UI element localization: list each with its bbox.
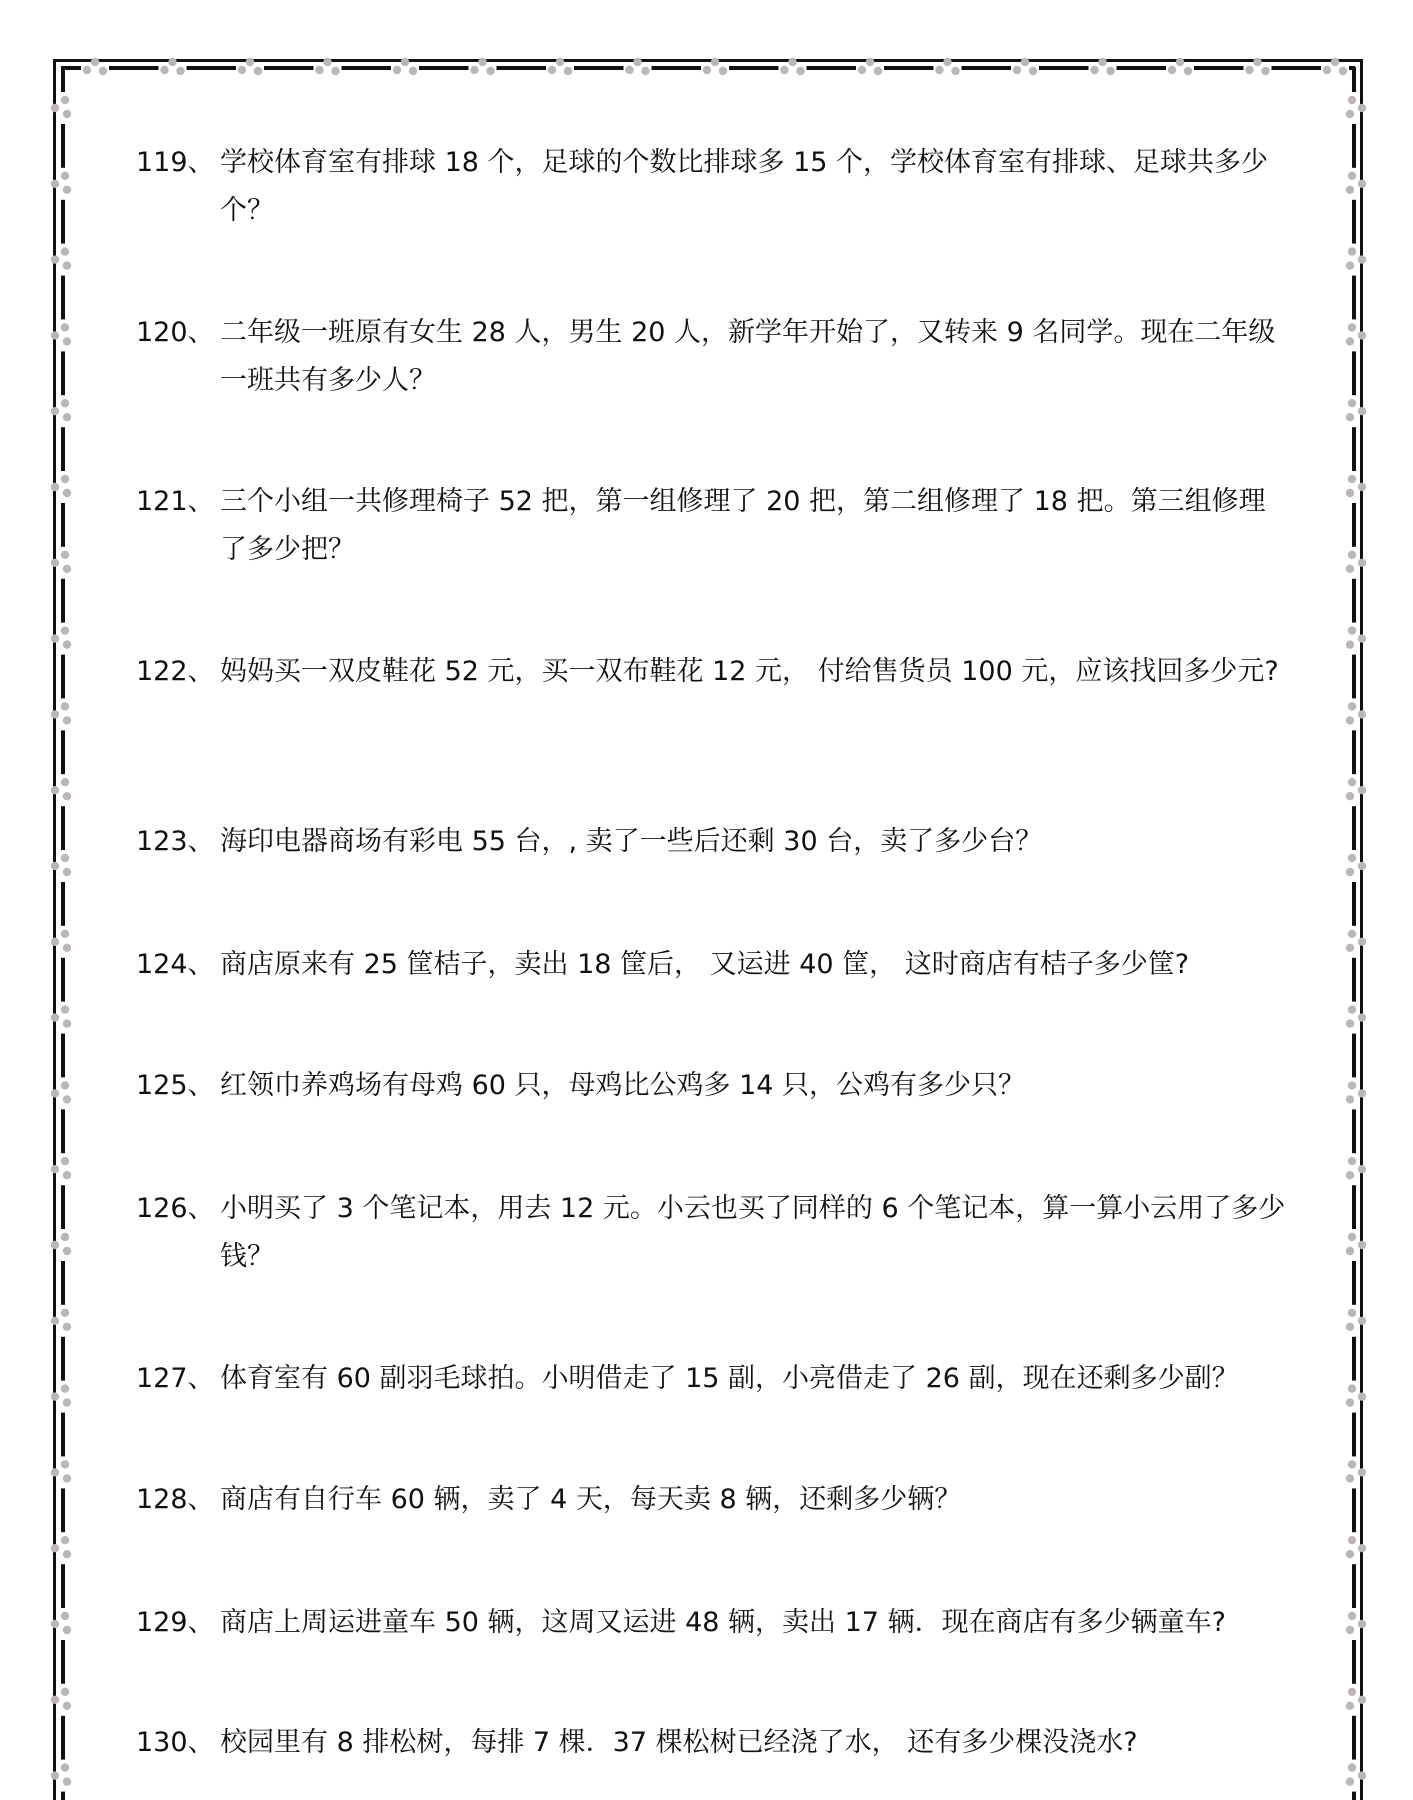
problem-number: 123、 (136, 826, 215, 857)
problem-item (136, 309, 1286, 405)
problem-text: 妈妈买一双皮鞋花 52 元，买一双布鞋花 12 元， 付给售货员 100 元，应该找回多少元? (220, 656, 1279, 687)
problem-item (136, 1062, 1286, 1110)
problem-item (136, 478, 1286, 574)
problem-item (136, 648, 1286, 696)
problem-number: 121、 (136, 486, 215, 517)
problem-item (136, 1599, 1286, 1647)
problem-item (136, 941, 1286, 989)
problem-item (136, 1719, 1286, 1767)
problem-text: 海印电器商场有彩电 55 台，, 卖了一些后还剩 30 台，卖了多少台？ (220, 826, 1043, 857)
problem-text: 小明买了 3 个笔记本，用去 12 元。小云也买了同样的 6 个笔记本，算一算小云用了多少钱？ (220, 1193, 1286, 1272)
problem-number: 130、 (136, 1727, 215, 1758)
problem-item (136, 1355, 1286, 1403)
problem-item (136, 818, 1286, 866)
problem-number: 120、 (136, 317, 215, 348)
problem-text: 体育室有 60 副羽毛球拍。小明借走了 15 副，小亮借走了 26 副，现在还剩多少副？ (220, 1363, 1239, 1394)
problem-number: 129、 (136, 1607, 215, 1638)
problem-number: 126、 (136, 1193, 215, 1224)
problem-number: 127、 (136, 1363, 215, 1394)
problem-item (136, 1476, 1286, 1524)
problem-number: 124、 (136, 949, 215, 980)
problem-text: 商店有自行车 60 辆，卖了 4 天，每天卖 8 辆，还剩多少辆？ (220, 1484, 962, 1515)
problem-text: 三个小组一共修理椅子 52 把，第一组修理了 20 把，第二组修理了 18 把。第三组修理了多少把？ (220, 486, 1266, 565)
problem-text: 学校体育室有排球 18 个，足球的个数比排球多 15 个，学校体育室有排球、足球共多少个？ (220, 147, 1269, 226)
problem-text: 校园里有 8 排松树，每排 7 棵．37 棵松树已经浇了水， 还有多少棵没浇水? (220, 1727, 1138, 1758)
problem-text: 红领巾养鸡场有母鸡 60 只，母鸡比公鸡多 14 只，公鸡有多少只？ (220, 1070, 1026, 1101)
problem-text: 商店原来有 25 筐桔子，卖出 18 筐后， 又运进 40 筐， 这时商店有桔子多少筐? (220, 949, 1190, 980)
problem-text: 二年级一班原有女生 28 人，男生 20 人，新学年开始了，又转来 9 名同学。现在二年级一班共有多少人？ (220, 317, 1276, 396)
problem-number: 119、 (136, 147, 215, 178)
problem-item (136, 139, 1286, 235)
problem-number: 125、 (136, 1070, 215, 1101)
problem-text: 商店上周运进童车 50 辆，这周又运进 48 辆，卖出 17 辆．现在商店有多少辆童车? (220, 1607, 1226, 1638)
problem-number: 128、 (136, 1484, 215, 1515)
problem-item (136, 1185, 1286, 1281)
problem-number: 122、 (136, 656, 215, 687)
